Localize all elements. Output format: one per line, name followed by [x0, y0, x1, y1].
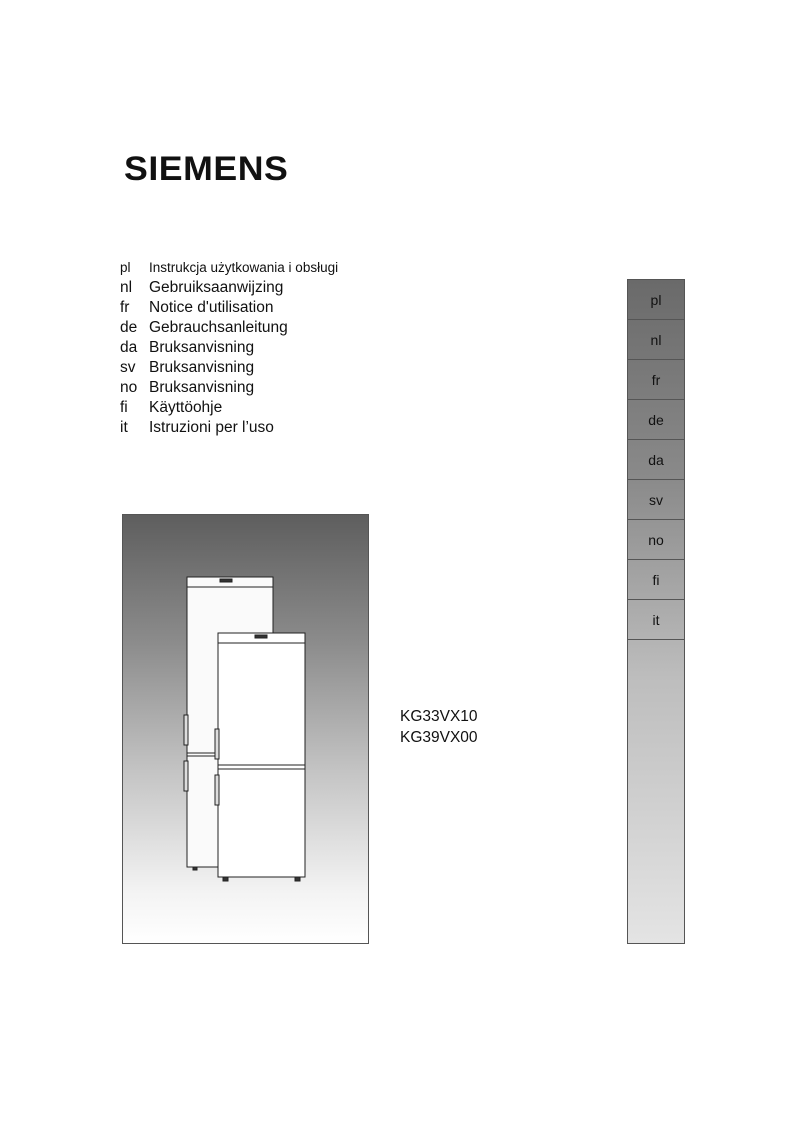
- language-code: fi: [120, 399, 128, 416]
- tab-pl[interactable]: pl: [628, 280, 684, 320]
- language-code: it: [120, 419, 128, 436]
- language-item-pl: [120, 258, 338, 278]
- language-item-no: [120, 378, 338, 398]
- language-title: Bruksanvisning: [149, 379, 255, 396]
- language-title: Bruksanvisning: [149, 339, 255, 356]
- language-title: Bruksanvisning: [149, 359, 255, 376]
- language-tab-strip: [627, 279, 685, 944]
- tab-strip-filler: [628, 640, 684, 943]
- siemens-logo: SIEMENS: [124, 150, 289, 188]
- language-item-it: [120, 418, 338, 438]
- language-code: nl: [120, 279, 133, 296]
- tab-it[interactable]: it: [628, 600, 684, 640]
- language-code: pl: [120, 260, 131, 275]
- language-item-de: [120, 318, 338, 338]
- language-title: Istruzioni per l’uso: [149, 419, 274, 436]
- tab-fi[interactable]: fi: [628, 560, 684, 600]
- tab-nl[interactable]: nl: [628, 320, 684, 360]
- language-title: Instrukcja użytkowania i obsługi: [149, 260, 339, 275]
- tab-sv[interactable]: sv: [628, 480, 684, 520]
- language-code: de: [120, 319, 138, 336]
- language-title: Gebrauchsanleitung: [149, 319, 288, 336]
- language-item-fr: [120, 298, 338, 318]
- language-code: da: [120, 339, 138, 356]
- tab-da[interactable]: da: [628, 440, 684, 480]
- front-fridge: [215, 633, 305, 881]
- language-item-sv: [120, 358, 338, 378]
- language-item-fi: [120, 398, 338, 418]
- language-code: sv: [120, 359, 136, 376]
- fridge-illustration: [123, 515, 370, 945]
- language-item-da: [120, 338, 338, 358]
- language-title: Käyttöohje: [149, 399, 223, 416]
- tab-fr[interactable]: fr: [628, 360, 684, 400]
- language-title: Gebruiksaanwijzing: [149, 279, 284, 296]
- language-title: Notice d'utilisation: [149, 299, 274, 316]
- language-list: [120, 258, 338, 438]
- language-item-nl: [120, 278, 338, 298]
- model-number: KG33VX10: [400, 708, 478, 725]
- tab-no[interactable]: no: [628, 520, 684, 560]
- tab-de[interactable]: de: [628, 400, 684, 440]
- model-number: KG39VX00: [400, 729, 478, 746]
- language-code: no: [120, 379, 138, 396]
- fridge-illustration-panel: [122, 514, 369, 944]
- language-code: fr: [120, 299, 130, 316]
- model-numbers: [400, 706, 478, 748]
